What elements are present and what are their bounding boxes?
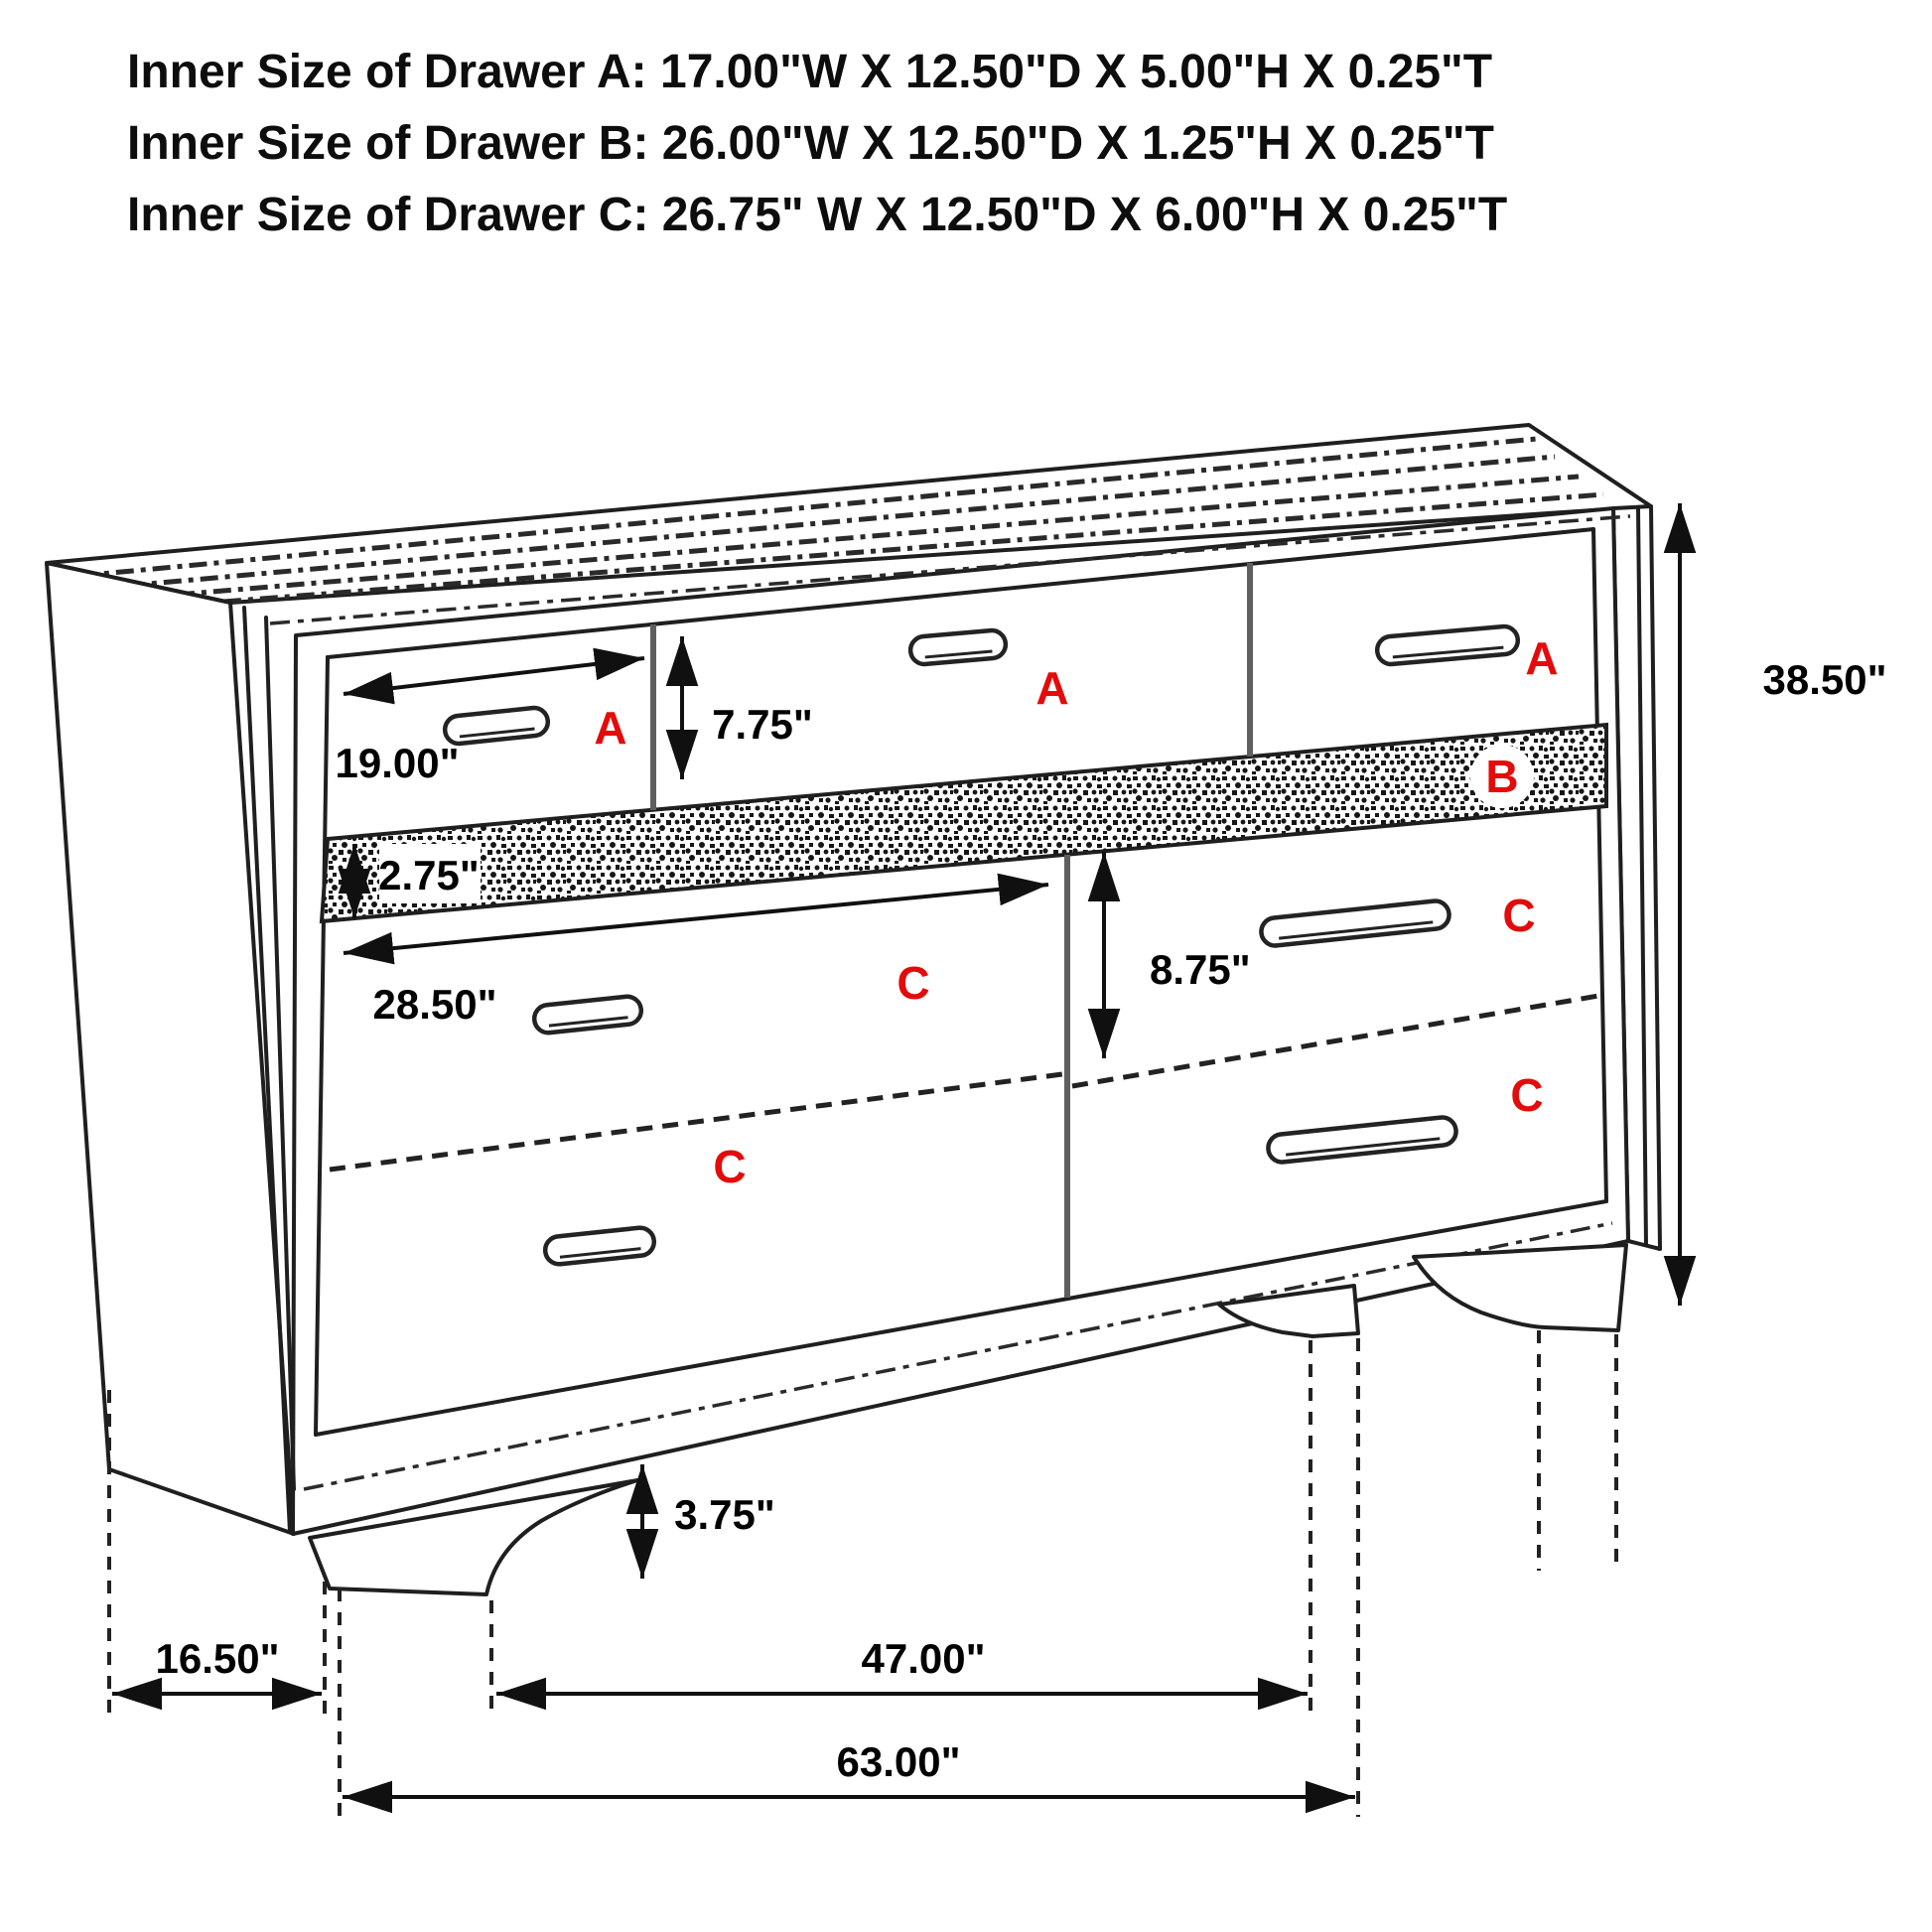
dim-depth xyxy=(112,1635,322,1694)
drawer-c-left-upper-label: C xyxy=(897,957,930,1009)
dim-distance-between-legs xyxy=(496,1635,1308,1694)
drawer-a-middle-handle xyxy=(909,629,1007,665)
drawer-c-right-lower-label: C xyxy=(1510,1069,1544,1121)
header xyxy=(127,46,1507,241)
dim-label: 63.00" xyxy=(836,1738,961,1785)
dim-label: 2.75" xyxy=(378,852,480,898)
dim-overall-width xyxy=(343,1738,1355,1797)
dresser-drawing xyxy=(47,425,1660,1594)
dim-label: 47.00" xyxy=(861,1635,986,1682)
dim-label: 19.00" xyxy=(335,740,460,786)
header-line-2: Inner Size of Drawer B: 26.00"W X 12.50"D X 1.25"H X 0.25"T xyxy=(127,117,1494,170)
dim-label: 7.75" xyxy=(712,701,813,748)
drawer-a-left-label: A xyxy=(594,702,627,754)
dim-label: 8.75" xyxy=(1150,946,1251,993)
dim-label: 3.75" xyxy=(674,1491,775,1538)
drawer-a-right-label: A xyxy=(1525,632,1559,684)
dim-label: 16.50" xyxy=(155,1635,280,1682)
drawer-c-left-lower-label: C xyxy=(713,1141,747,1192)
drawer-a-middle-label: A xyxy=(1035,662,1069,714)
header-line-3: Inner Size of Drawer C: 26.75" W X 12.50"D X 6.00"H X 0.25"T xyxy=(127,189,1508,241)
header-line-1: Inner Size of Drawer A: 17.00"W X 12.50"D X 5.00"H X 0.25"T xyxy=(127,46,1493,98)
dim-label: 28.50" xyxy=(372,981,497,1028)
side-right-foot xyxy=(1414,1245,1626,1330)
left-side-panel xyxy=(47,563,294,1534)
dim-label: 38.50" xyxy=(1762,656,1887,703)
drawer-b-label: B xyxy=(1485,751,1519,802)
drawer-c-right-upper-label: C xyxy=(1502,890,1536,941)
dim-overall-height xyxy=(1680,503,1887,1306)
dim-foot-height xyxy=(642,1464,775,1579)
